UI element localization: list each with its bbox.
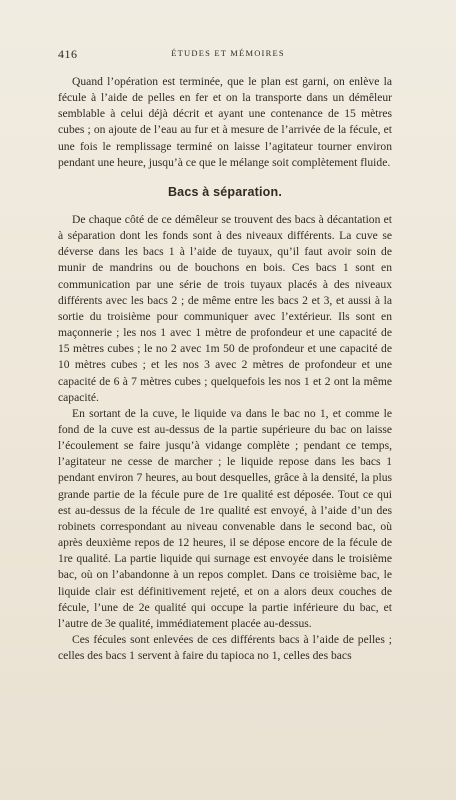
- section-title: Bacs à séparation.: [167, 184, 283, 199]
- paragraph: En sortant de la cuve, le liquide va dans le bac no 1, et comme le fond de la cuve est au-dessus de la partie supérieure du bac on laisse l’écoulement se faire jusqu’à vidange complète ; pendant ce temps, l’agitateur ne cesse de marcher ; le liquide repose dans les bacs 1 pendant environ 7 heures, au bout desquelles, grâce à la densité, la plus grande partie de la fécule pure de 1re qualité est déposée. Tout ce qui est au-dessus de la fécule de 1re qualité est envoyé, à l’aide d’un des robinets correspondant au niveau convenable dans le second bac, où après deuxième repos de 12 heures, il se dépose encore de la fécule de 1re qualité. La partie liquide qui surnage est envoyée dans le troisième bac, où on l’abandonne à un repos complet. Dans ce troisième bac, le liquide clair est définitivement rejeté, et on a alors deux couches de fécule, l’une de 2e qualité qui occupe la partie inférieure du bac, et l’autre de 3e qualité, immédiatement placée au-dessus.: [58, 406, 392, 630]
- paragraph: Ces fécules sont enlevées de ces différents bacs à l’aide de pelles ; celles des bacs 1 servent à faire du tapioca no 1, celles des bacs: [58, 633, 392, 663]
- page-number: 416: [58, 47, 78, 61]
- paragraph: De chaque côté de ce démêleur se trouvent des bacs à décantation et à séparation dont les fonds sont à des niveaux différents. La cuve se déverse dans les bacs 1 à l’aide de tuyaux, qu’il faut avoir soin de munir de mandrins ou de bouchons en bois. Ces bacs 1 sont en communication par une série de trois tuyaux placés à des niveaux différents avec les bacs 2 ; de même entre les bacs 2 et 3, et aussi à la sortie du troisième pour communiquer avec l’extérieur. Ils sont en maçonnerie ; les nos 1 avec 1 mètre de profondeur et une capacité de 15 mètres cubes ; le no 2 avec 1m 50 de profondeur et une capacité de 10 mètres cubes ; et les nos 3 avec 2 mètres de profondeur et une capacité de 6 à 7 mètres cubes ; quelquefois les nos 1 et 2 ont la même capacité.: [58, 212, 392, 404]
- running-title: ÉTUDES ET MÉMOIRES: [171, 48, 285, 58]
- paragraph: Quand l’opération est terminée, que le plan est garni, on enlève la fécule à l’aide de pelles en fer et on la transporte dans un démêleur semblable à celui déjà décrit et ayant une contenance de 15 mètres cubes ; on ajoute de l’eau au fur et à mesure de l’arrivée de la fécule, et une fois le remplissage terminé on laisse l’agitateur tourner environ pendant une heure, jusqu’à ce que le mélange soit complètement fluide.: [58, 75, 392, 169]
- page-body: [58, 74, 392, 664]
- page-header: [58, 47, 398, 61]
